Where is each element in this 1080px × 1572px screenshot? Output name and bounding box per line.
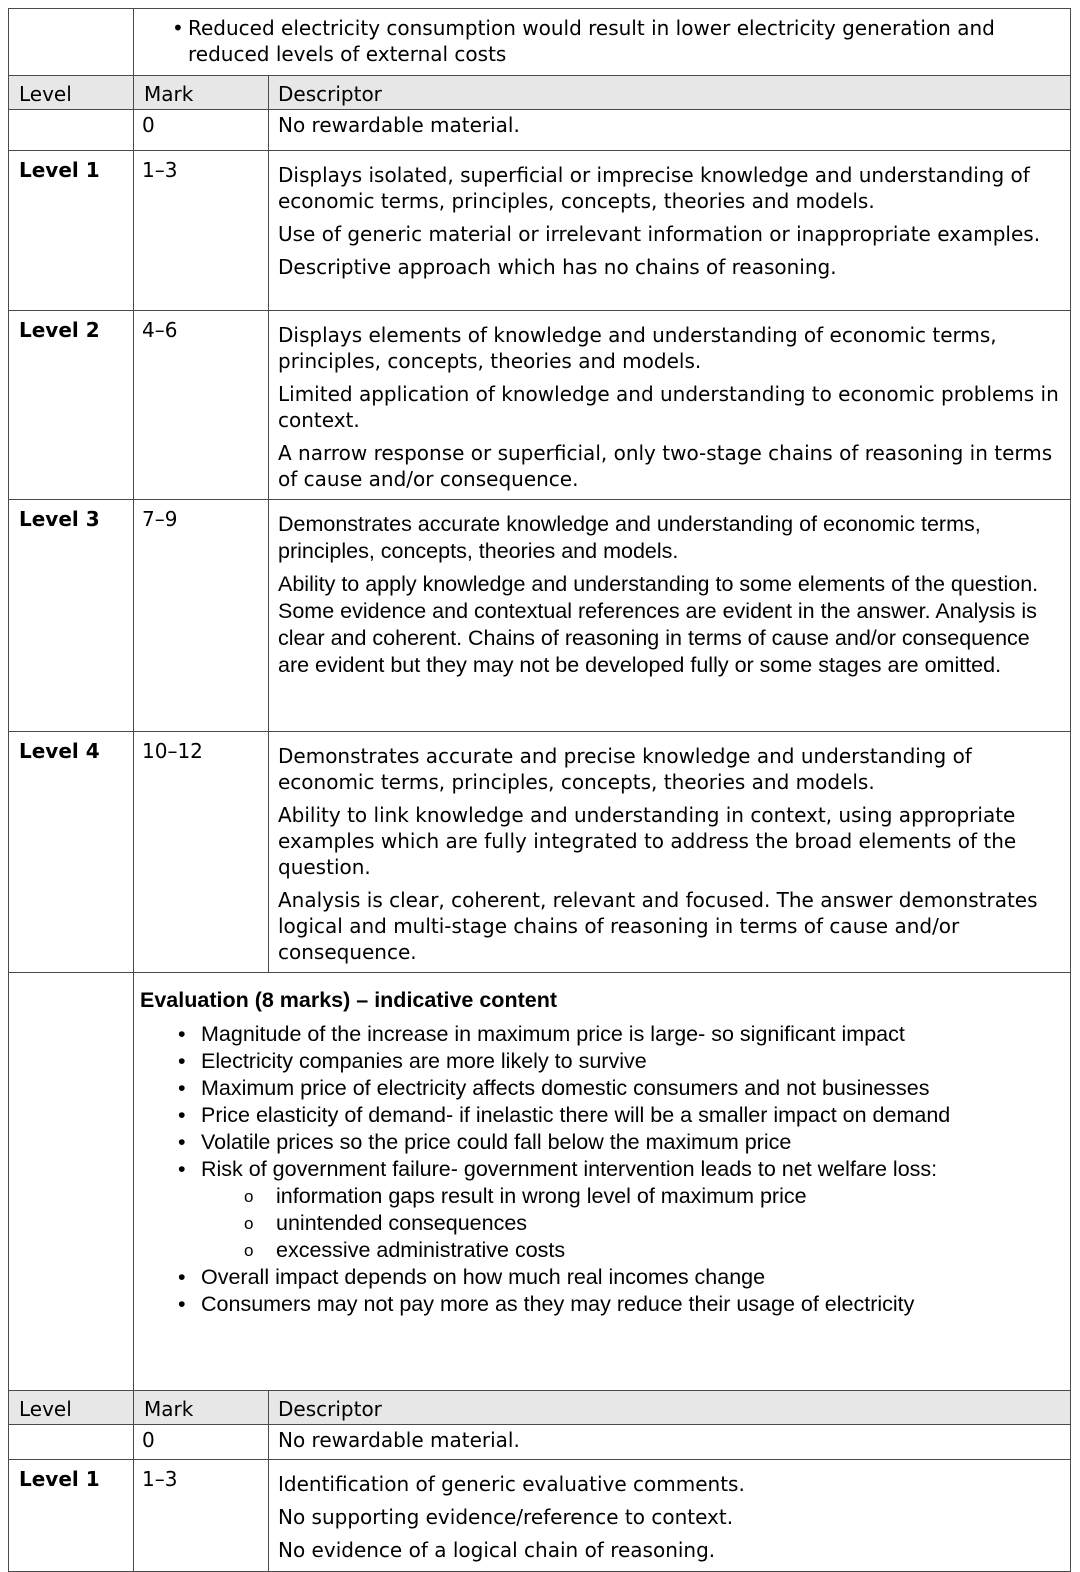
bullet-text: Volatile prices so the price could fall below the maximum price — [201, 1130, 792, 1154]
bullet-marker: • — [178, 1130, 186, 1154]
descriptor-paragraph: Identification of generic evaluative comments. — [278, 1472, 745, 1496]
descriptor-paragraph: Analysis is clear, coherent, relevant and focused. The answer demonstrates logical and multi-stage chains of reasoning in terms of cause and/or consequence. — [278, 888, 1038, 964]
bullet-marker: • — [178, 1265, 186, 1289]
table-row — [9, 1460, 1071, 1572]
sub-bullet-text: unintended consequences — [276, 1211, 528, 1235]
descriptor-paragraph: Limited application of knowledge and understanding to economic problems in context. — [278, 382, 1059, 432]
sub-bullet-item — [244, 1183, 1062, 1210]
descriptor-cell — [269, 311, 1071, 500]
circle-bullet-marker: o — [244, 1187, 254, 1206]
descriptor-cell — [269, 732, 1071, 973]
level-cell: Level 3 — [9, 500, 134, 732]
mark-cell: 7–9 — [134, 500, 269, 732]
mark-cell: 1–3 — [134, 1460, 269, 1572]
bullet-marker: • — [178, 1076, 186, 1100]
sub-bullet-text: information gaps result in wrong level of maximum price — [276, 1184, 807, 1208]
mark-scheme-table — [8, 8, 1071, 1572]
descriptor-paragraph: No evidence of a logical chain of reasoning. — [278, 1538, 716, 1562]
bullet-text: Maximum price of electricity affects domestic consumers and not businesses — [201, 1076, 930, 1100]
bullet-text: Reduced electricity consumption would result in lower electricity generation and reduced levels of external costs — [188, 16, 995, 66]
knowledge-header-row — [9, 76, 1071, 110]
bullet-marker: • — [178, 1022, 186, 1046]
descriptor-cell: No rewardable material. — [269, 110, 1071, 151]
circle-bullet-marker: o — [244, 1214, 254, 1233]
document-page — [8, 8, 1072, 1572]
sub-bullet-item — [244, 1237, 1062, 1264]
descriptor-paragraph: Ability to apply knowledge and understanding to some elements of the question. Some evidence and contextual references are evident in the answer. Analysis is clear and coherent. Chains of reasoning in terms of cause and/or consequence are evident but they may not be developed fully or some stages are omitted. — [278, 572, 1039, 677]
evaluation-heading: Evaluation (8 marks) – indicative content — [140, 988, 557, 1012]
level-cell: Level 1 — [9, 1460, 134, 1572]
descriptor-paragraph: Demonstrates accurate knowledge and understanding of economic terms, principles, concepts, theories and models. — [278, 512, 981, 563]
bullet-item — [178, 1264, 1062, 1291]
level-cell — [9, 110, 134, 151]
bullet-item — [178, 1021, 1062, 1048]
empty-level-cell — [9, 9, 134, 76]
header-level: Level — [9, 76, 134, 110]
table-row — [9, 1425, 1071, 1460]
bullet-text: Consumers may not pay more as they may reduce their usage of electricity — [201, 1292, 915, 1316]
mark-cell: 0 — [134, 1425, 269, 1460]
level-cell — [9, 1425, 134, 1460]
mark-cell: 0 — [134, 110, 269, 151]
bullet-text: Overall impact depends on how much real incomes change — [201, 1265, 766, 1289]
table-row — [9, 311, 1071, 500]
bullet-marker: • — [178, 1103, 186, 1127]
level-cell: Level 4 — [9, 732, 134, 973]
bullet-item — [172, 15, 1062, 67]
level-cell: Level 1 — [9, 151, 134, 311]
header-mark: Mark — [134, 1391, 269, 1425]
evaluation-header-row — [9, 1391, 1071, 1425]
bullet-marker: • — [178, 1049, 186, 1073]
bullet-text: Magnitude of the increase in maximum price is large- so significant impact — [201, 1022, 905, 1046]
descriptor-paragraph: Displays isolated, superficial or imprecise knowledge and understanding of economic terms, principles, concepts, theories and models. — [278, 163, 1030, 213]
sub-bullet-text: excessive administrative costs — [276, 1238, 566, 1262]
mark-cell: 4–6 — [134, 311, 269, 500]
bullet-item — [178, 1102, 1062, 1129]
mark-cell: 1–3 — [134, 151, 269, 311]
descriptor-paragraph: Demonstrates accurate and precise knowledge and understanding of economic terms, principles, concepts, theories and models. — [278, 744, 972, 794]
header-descriptor: Descriptor — [269, 1391, 1071, 1425]
descriptor-paragraph: No supporting evidence/reference to context. — [278, 1505, 734, 1529]
header-mark: Mark — [134, 76, 269, 110]
descriptor-paragraph: A narrow response or superficial, only two-stage chains of reasoning in terms of cause and/or consequence. — [278, 441, 1053, 491]
empty-level-cell — [9, 973, 134, 1391]
bullet-text: Price elasticity of demand- if inelastic there will be a smaller impact on demand — [201, 1103, 951, 1127]
bullet-marker: • — [172, 16, 184, 40]
descriptor-cell — [269, 151, 1071, 311]
header-descriptor: Descriptor — [269, 76, 1071, 110]
circle-bullet-marker: o — [244, 1241, 254, 1260]
level-cell: Level 2 — [9, 311, 134, 500]
evaluation-row — [9, 973, 1071, 1391]
continuation-row — [9, 9, 1071, 76]
bullet-item — [178, 1075, 1062, 1102]
table-row — [9, 151, 1071, 311]
table-row — [9, 110, 1071, 151]
descriptor-paragraph: Descriptive approach which has no chains of reasoning. — [278, 255, 837, 279]
descriptor-cell — [269, 500, 1071, 732]
bullet-text: Risk of government failure- government intervention leads to net welfare loss: — [201, 1157, 938, 1181]
evaluation-cell — [134, 973, 1071, 1391]
bullet-marker: • — [178, 1292, 186, 1316]
descriptor-paragraph: Use of generic material or irrelevant information or inappropriate examples. — [278, 222, 1041, 246]
header-level: Level — [9, 1391, 134, 1425]
descriptor-cell: No rewardable material. — [269, 1425, 1071, 1460]
continuation-cell — [134, 9, 1071, 76]
bullet-item — [178, 1048, 1062, 1075]
table-row — [9, 500, 1071, 732]
descriptor-cell — [269, 1460, 1071, 1572]
descriptor-paragraph: Ability to link knowledge and understanding in context, using appropriate examples which are fully integrated to address the broad elements of the question. — [278, 803, 1017, 879]
bullet-marker: • — [178, 1157, 186, 1181]
bullet-item — [178, 1156, 1062, 1183]
bullet-item — [178, 1291, 1062, 1318]
table-row — [9, 732, 1071, 973]
bullet-text: Electricity companies are more likely to survive — [201, 1049, 647, 1073]
bullet-item — [178, 1129, 1062, 1156]
mark-cell: 10–12 — [134, 732, 269, 973]
sub-bullet-item — [244, 1210, 1062, 1237]
descriptor-paragraph: Displays elements of knowledge and understanding of economic terms, principles, concepts, theories and models. — [278, 323, 997, 373]
